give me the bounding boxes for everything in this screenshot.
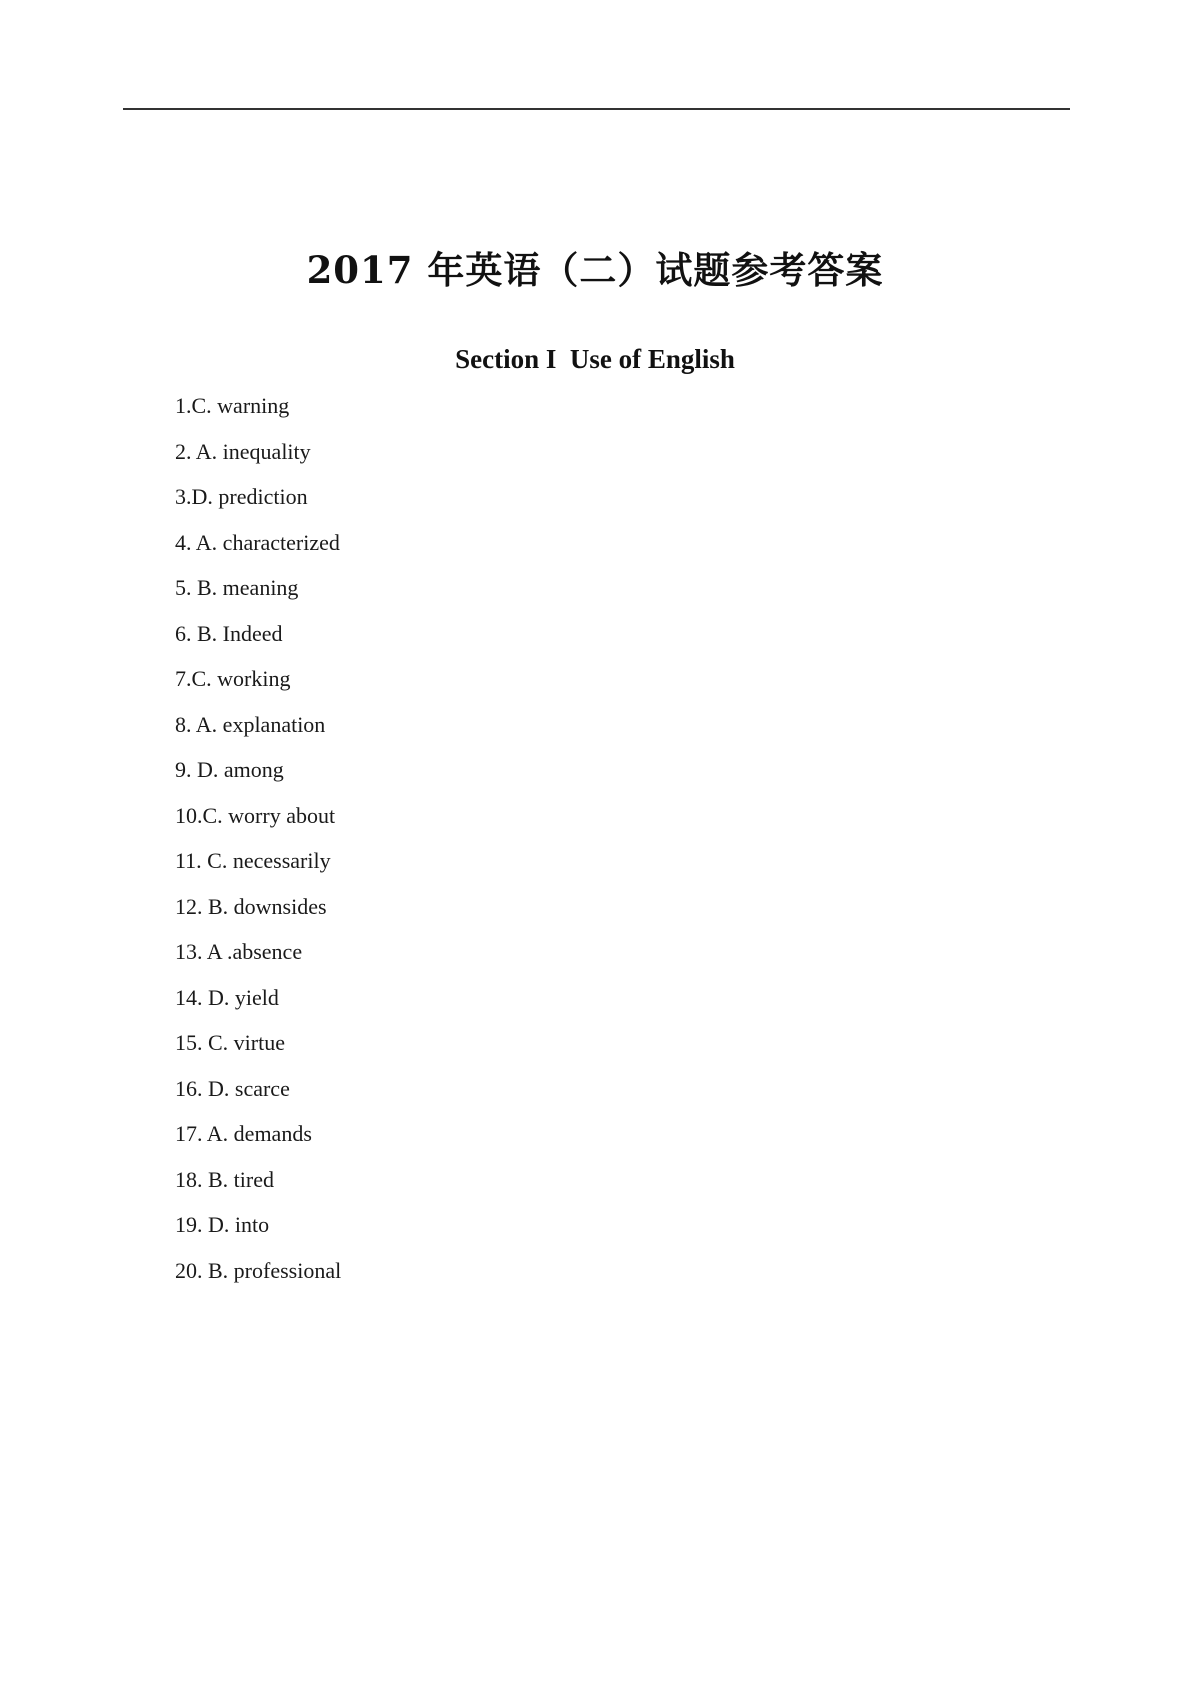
answer-item: 14. D. yield [175, 984, 279, 1010]
answer-item: 1.C. warning [175, 393, 290, 418]
answer-item: 17. A. demands [175, 1121, 312, 1146]
answer-item: 20. B. professional [175, 1257, 342, 1283]
answer-item: 8. A. explanation [175, 711, 326, 737]
answer-item: 2. A. inequality [175, 438, 311, 464]
answer-item: 3.D. prediction [175, 484, 308, 509]
answer-item: 19. D. into [175, 1212, 270, 1237]
answer-list [175, 390, 341, 1300]
section-title: Section I Use of English [455, 344, 735, 374]
answer-item: 6. B. Indeed [175, 620, 283, 646]
answer-item: 11. C. necessarily [175, 848, 331, 873]
header-divider [123, 108, 1070, 110]
answer-item: 4. A. characterized [175, 529, 340, 555]
answer-item: 7.C. working [175, 666, 291, 691]
answer-item: 15. C. virtue [175, 1030, 285, 1055]
answer-item: 5. B. meaning [175, 575, 299, 600]
answer-item: 12. B. downsides [175, 893, 327, 919]
answer-item: 18. B. tired [175, 1166, 274, 1192]
answer-item: 16. D. scarce [175, 1075, 290, 1101]
answer-item: 13. A .absence [175, 939, 303, 964]
answer-item: 10.C. worry about [175, 802, 336, 828]
answer-item: 9. D. among [175, 757, 284, 782]
page-title: 2017 年英语（二）试题参考答案 [306, 248, 884, 292]
